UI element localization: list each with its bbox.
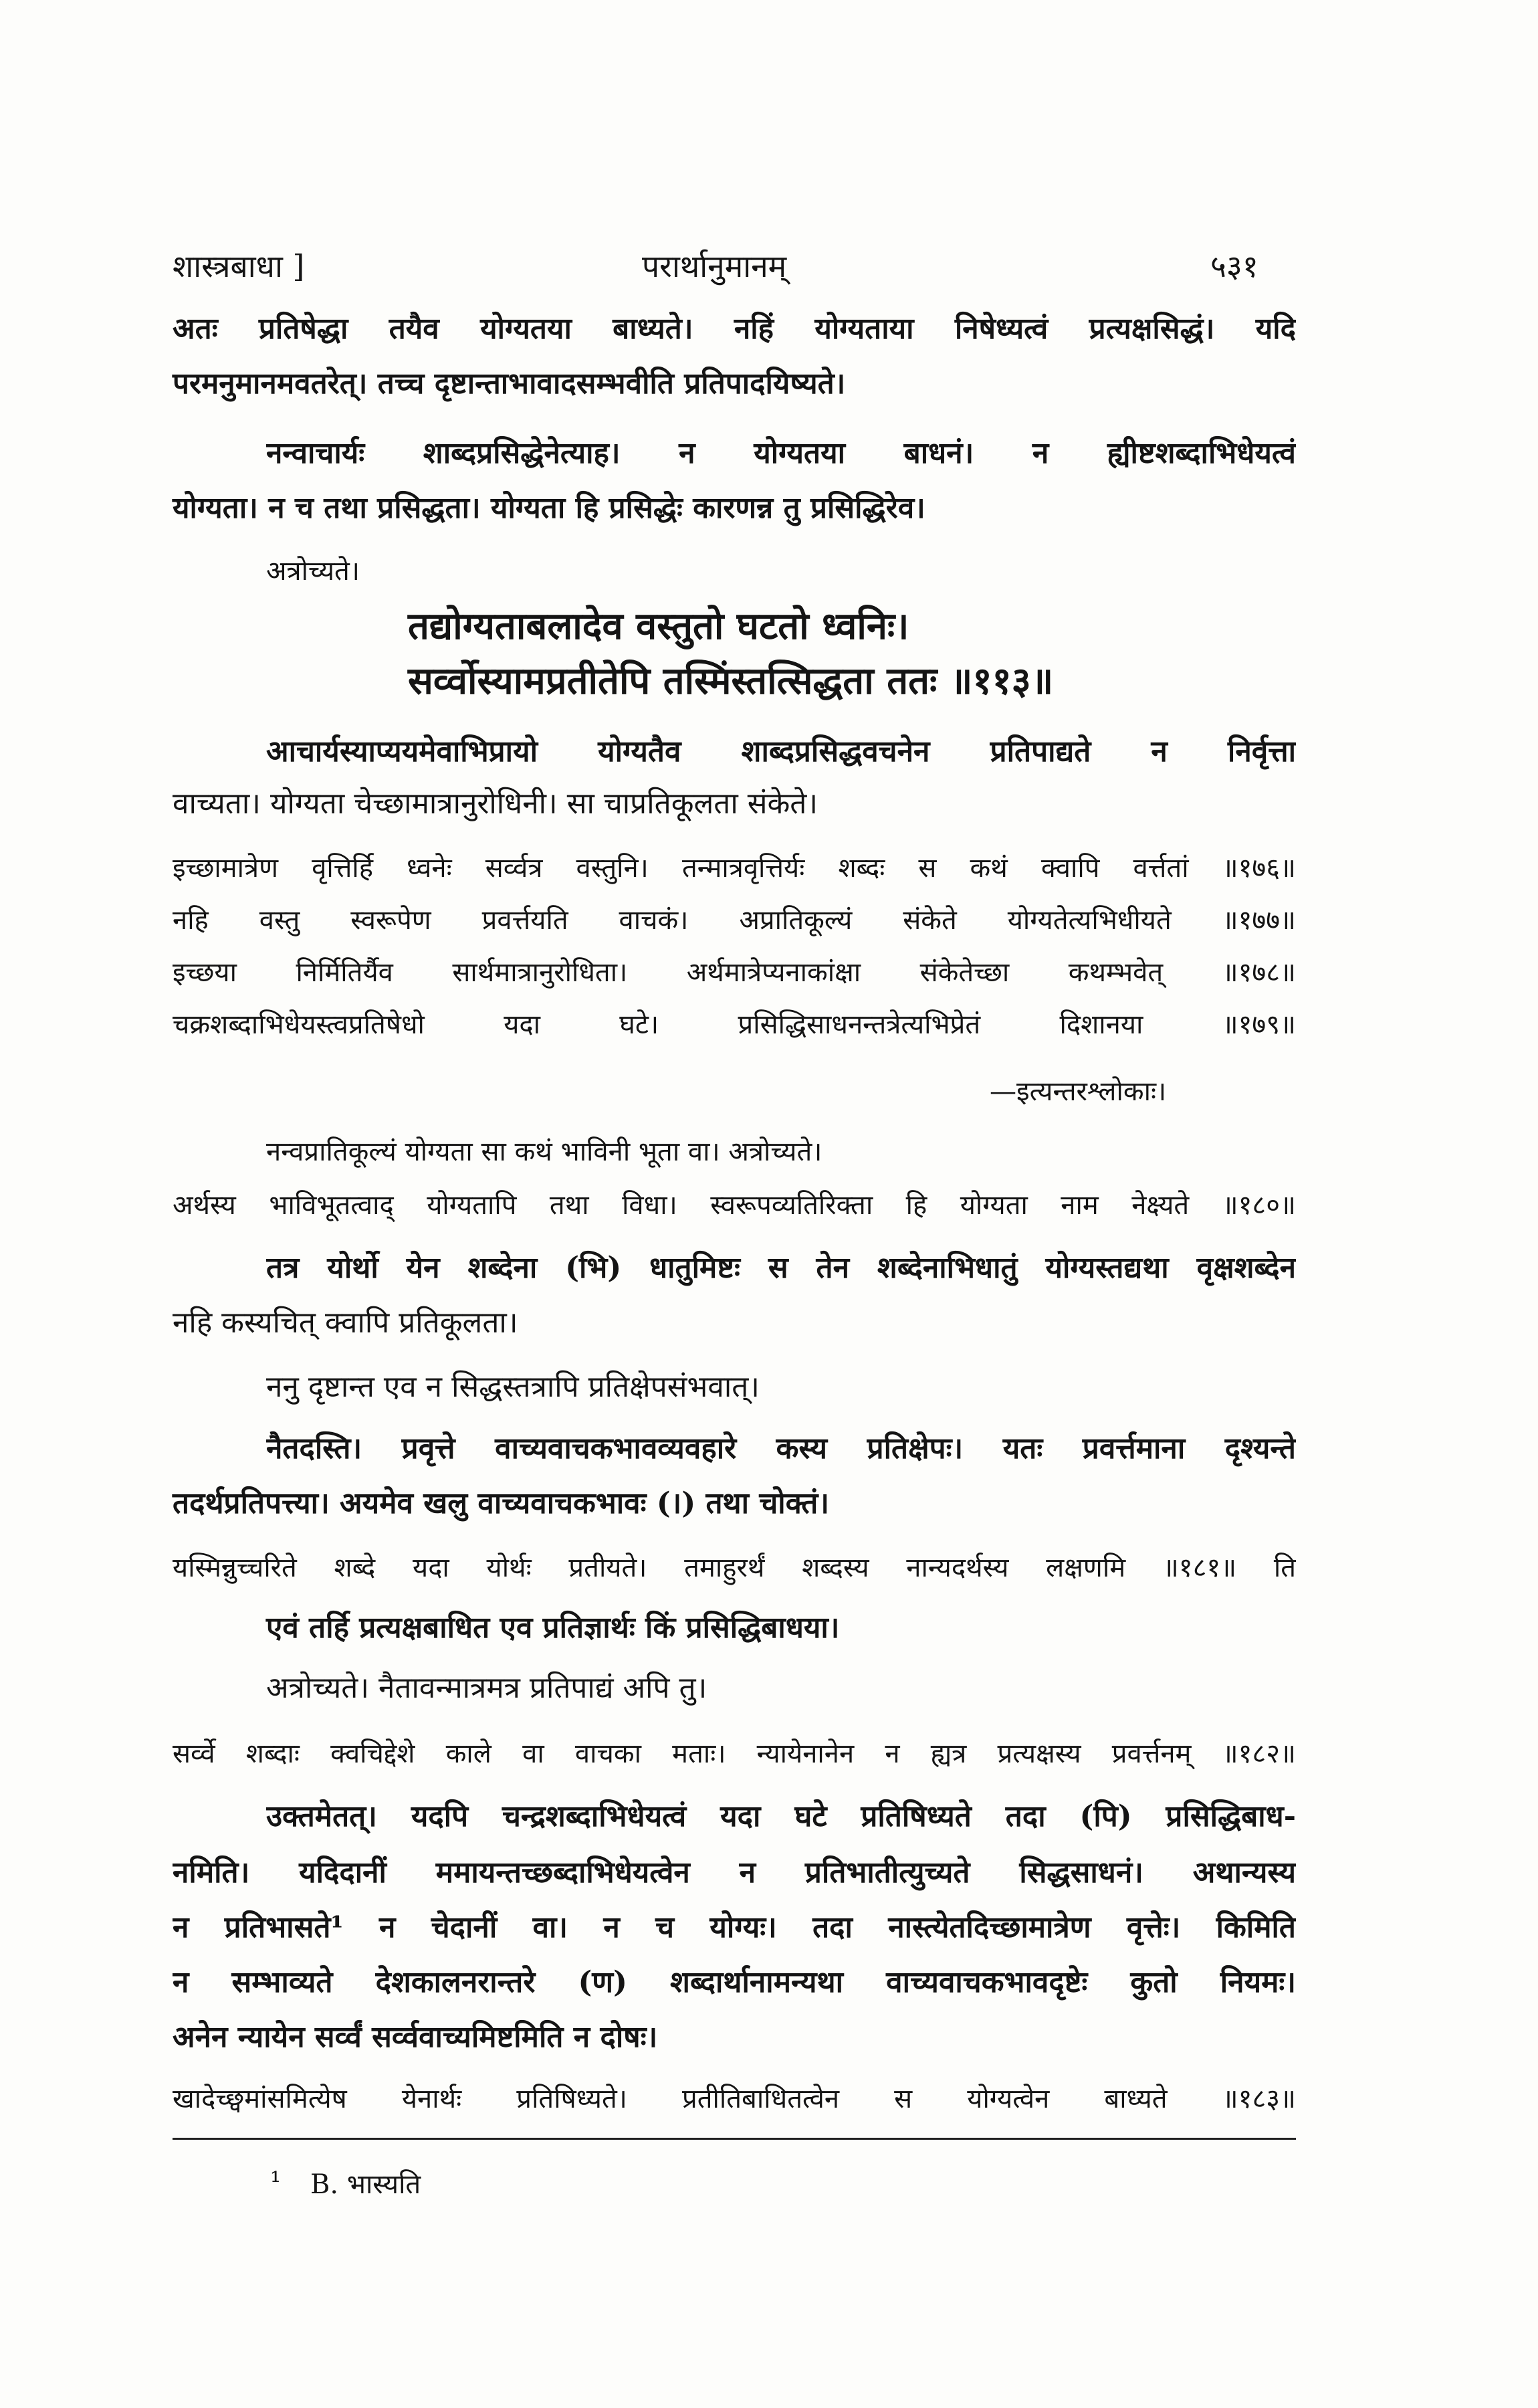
footnote-rule [173, 2138, 1296, 2140]
text-line: नन्वप्रातिकूल्यं योग्यता सा कथं भाविनी भूता वा। अत्रोच्यते। [266, 1136, 822, 1167]
verse-line: सर्व्वे शब्दाः क्वचिद्देशे काले वा वाचका मताः। न्यायेनानेन न ह्यत्र प्रत्यक्षस्य प्रवर्त्तनम् ॥१८२॥ [173, 1738, 1296, 1769]
text-line: न प्रतिभासते¹ न चेदानीं वा। न च योग्यः। तदा नास्त्येतदिच्छामात्रेण वृत्तेः। किमिति [173, 1910, 1296, 1944]
verse-line: इच्छया निर्मितिर्यैव सार्थमात्रानुरोधिता। अर्थमात्रेप्यनाकांक्षा संकेतेच्छा कथम्भवेत् ॥१७८॥ [173, 957, 1296, 988]
text-line: न सम्भाव्यते देशकालनरान्तरे (ण) शब्दार्थानामन्यथा वाच्यवाचकभावदृष्टेः कुतो नियमः। [173, 1965, 1296, 1999]
verse-line: नहि वस्तु स्वरूपेण प्रवर्त्तयति वाचकं। अप्रातिकूल्यं संकेते योग्यतेत्यभिधीयते ॥१७७॥ [173, 905, 1296, 936]
text-line: नैतदस्ति। प्रवृत्ते वाच्यवाचकभावव्यवहारे कस्य प्रतिक्षेपः। यतः प्रवर्त्तमाना दृश्यन्ते [266, 1431, 1296, 1466]
text-line: नमिति। यदिदानीं ममायन्तच्छब्दाभिधेयत्वेन न प्रतिभातीत्युच्यते सिद्धसाधनं। अथान्यस्य [173, 1855, 1296, 1890]
text-line: अत्रोच्यते। नैतावन्मात्रमत्र प्रतिपाद्यं अपि तु। [266, 1671, 707, 1705]
page-number: ५३१ [1210, 248, 1258, 284]
text-line: तत्र योर्थो येन शब्देना (भि) धातुमिष्टः स तेन शब्देनाभिधातुं योग्यस्तद्यथा वृक्षशब्देन [266, 1251, 1296, 1285]
footnote-mark: ¹ [270, 2167, 282, 2197]
verse-attribution: —इत्यन्तरश्लोकाः। [990, 1076, 1167, 1107]
text-line: आचार्यस्याप्ययमेवाभिप्रायो योग्यतैव शाब्दप्रसिद्धवचनेन प्रतिपाद्यते न निर्वृत्ता [266, 734, 1296, 769]
verse-line: तद्योग्यताबलादेव वस्तुतो घटतो ध्वनिः। [408, 604, 909, 648]
text-line: एवं तर्हि प्रत्यक्षबाधित एव प्रतिज्ञार्थः किं प्रसिद्धिबाधया। [266, 1611, 840, 1645]
text-line: उक्तमेतत्। यदपि चन्द्रशब्दाभिधेयत्वं यदा घटे प्रतिषिध्यते तदा (पि) प्रसिद्धिबाध- [266, 1799, 1296, 1833]
verse-line: इच्छामात्रेण वृत्तिर्हि ध्वनेः सर्व्वत्र वस्तुनि। तन्मात्रवृत्तिर्यः शब्दः स कथं क्वापि वर्त्ततां ॥१७६॥ [173, 853, 1296, 884]
text-line: परमनुमानमवतरेत्। तच्च दृष्टान्ताभावादसम्भवीति प्रतिपादयिष्यते। [173, 367, 846, 401]
running-head-left: शास्त्रबाधा ] [173, 248, 305, 284]
text-line: योग्यता। न च तथा प्रसिद्धता। योग्यता हि प्रसिद्धेः कारणन्न तु प्रसिद्धिरेव। [173, 491, 925, 525]
running-head-title: परार्थानुमानम् [642, 248, 787, 284]
text-line: ननु दृष्टान्त एव न सिद्धस्तत्रापि प्रतिक्षेपसंभवात्। [266, 1370, 760, 1404]
text-line: नन्वाचार्यः शाब्दप्रसिद्धेनेत्याह। न योग्यतया बाधनं। न ह्यीष्टशब्दाभिधेयत्वं [266, 436, 1296, 470]
text-line: अत्रोच्यते। [266, 556, 360, 587]
verse-line: सर्व्वोस्यामप्रतीतेपि तस्मिंस्तत्सिद्धता ततः ॥११३॥ [408, 659, 1054, 703]
text-line: अनेन न्यायेन सर्व्वं सर्व्ववाच्यमिष्टमिति न दोषः। [173, 2020, 658, 2054]
verse-line: चक्रशब्दाभिधेयस्त्वप्रतिषेधो यदा घटे। प्रसिद्धिसाधनन्तत्रेत्यभिप्रेतं दिशानया ॥१७९॥ [173, 1009, 1296, 1040]
text-line: तदर्थप्रतिपत्त्या। अयमेव खलु वाच्यवाचकभावः (।) तथा चोक्तं। [173, 1486, 830, 1520]
text-line: नहि कस्यचित् क्वापि प्रतिकूलता। [173, 1306, 518, 1340]
verse-line: अर्थस्य भाविभूतत्वाद् योग्यतापि तथा विधा। स्वरूपव्यतिरिक्ता हि योग्यता नाम नेक्ष्यते ॥१८०॥ [173, 1190, 1296, 1221]
verse-line: यस्मिन्नुच्चरिते शब्दे यदा योर्थः प्रतीयते। तमाहुरर्थं शब्दस्य नान्यदर्थस्य लक्षणमि ॥१८१॥ ति [173, 1552, 1296, 1583]
text-line: वाच्यता। योग्यता चेच्छामात्रानुरोधिनी। सा चाप्रतिकूलता संकेते। [173, 787, 818, 821]
footnote-text: B. भास्यति [310, 2169, 421, 2200]
verse-line: खादेच्छ्वमांसमित्येष येनार्थः प्रतिषिध्यते। प्रतीतिबाधितत्वेन स योग्यत्वेन बाध्यते ॥१८३॥ [173, 2084, 1296, 2114]
text-line: अतः प्रतिषेद्धा तयैव योग्यतया बाध्यते। नहिं योग्यताया निषेध्यत्वं प्रत्यक्षसिद्धं। यदि [173, 312, 1296, 346]
